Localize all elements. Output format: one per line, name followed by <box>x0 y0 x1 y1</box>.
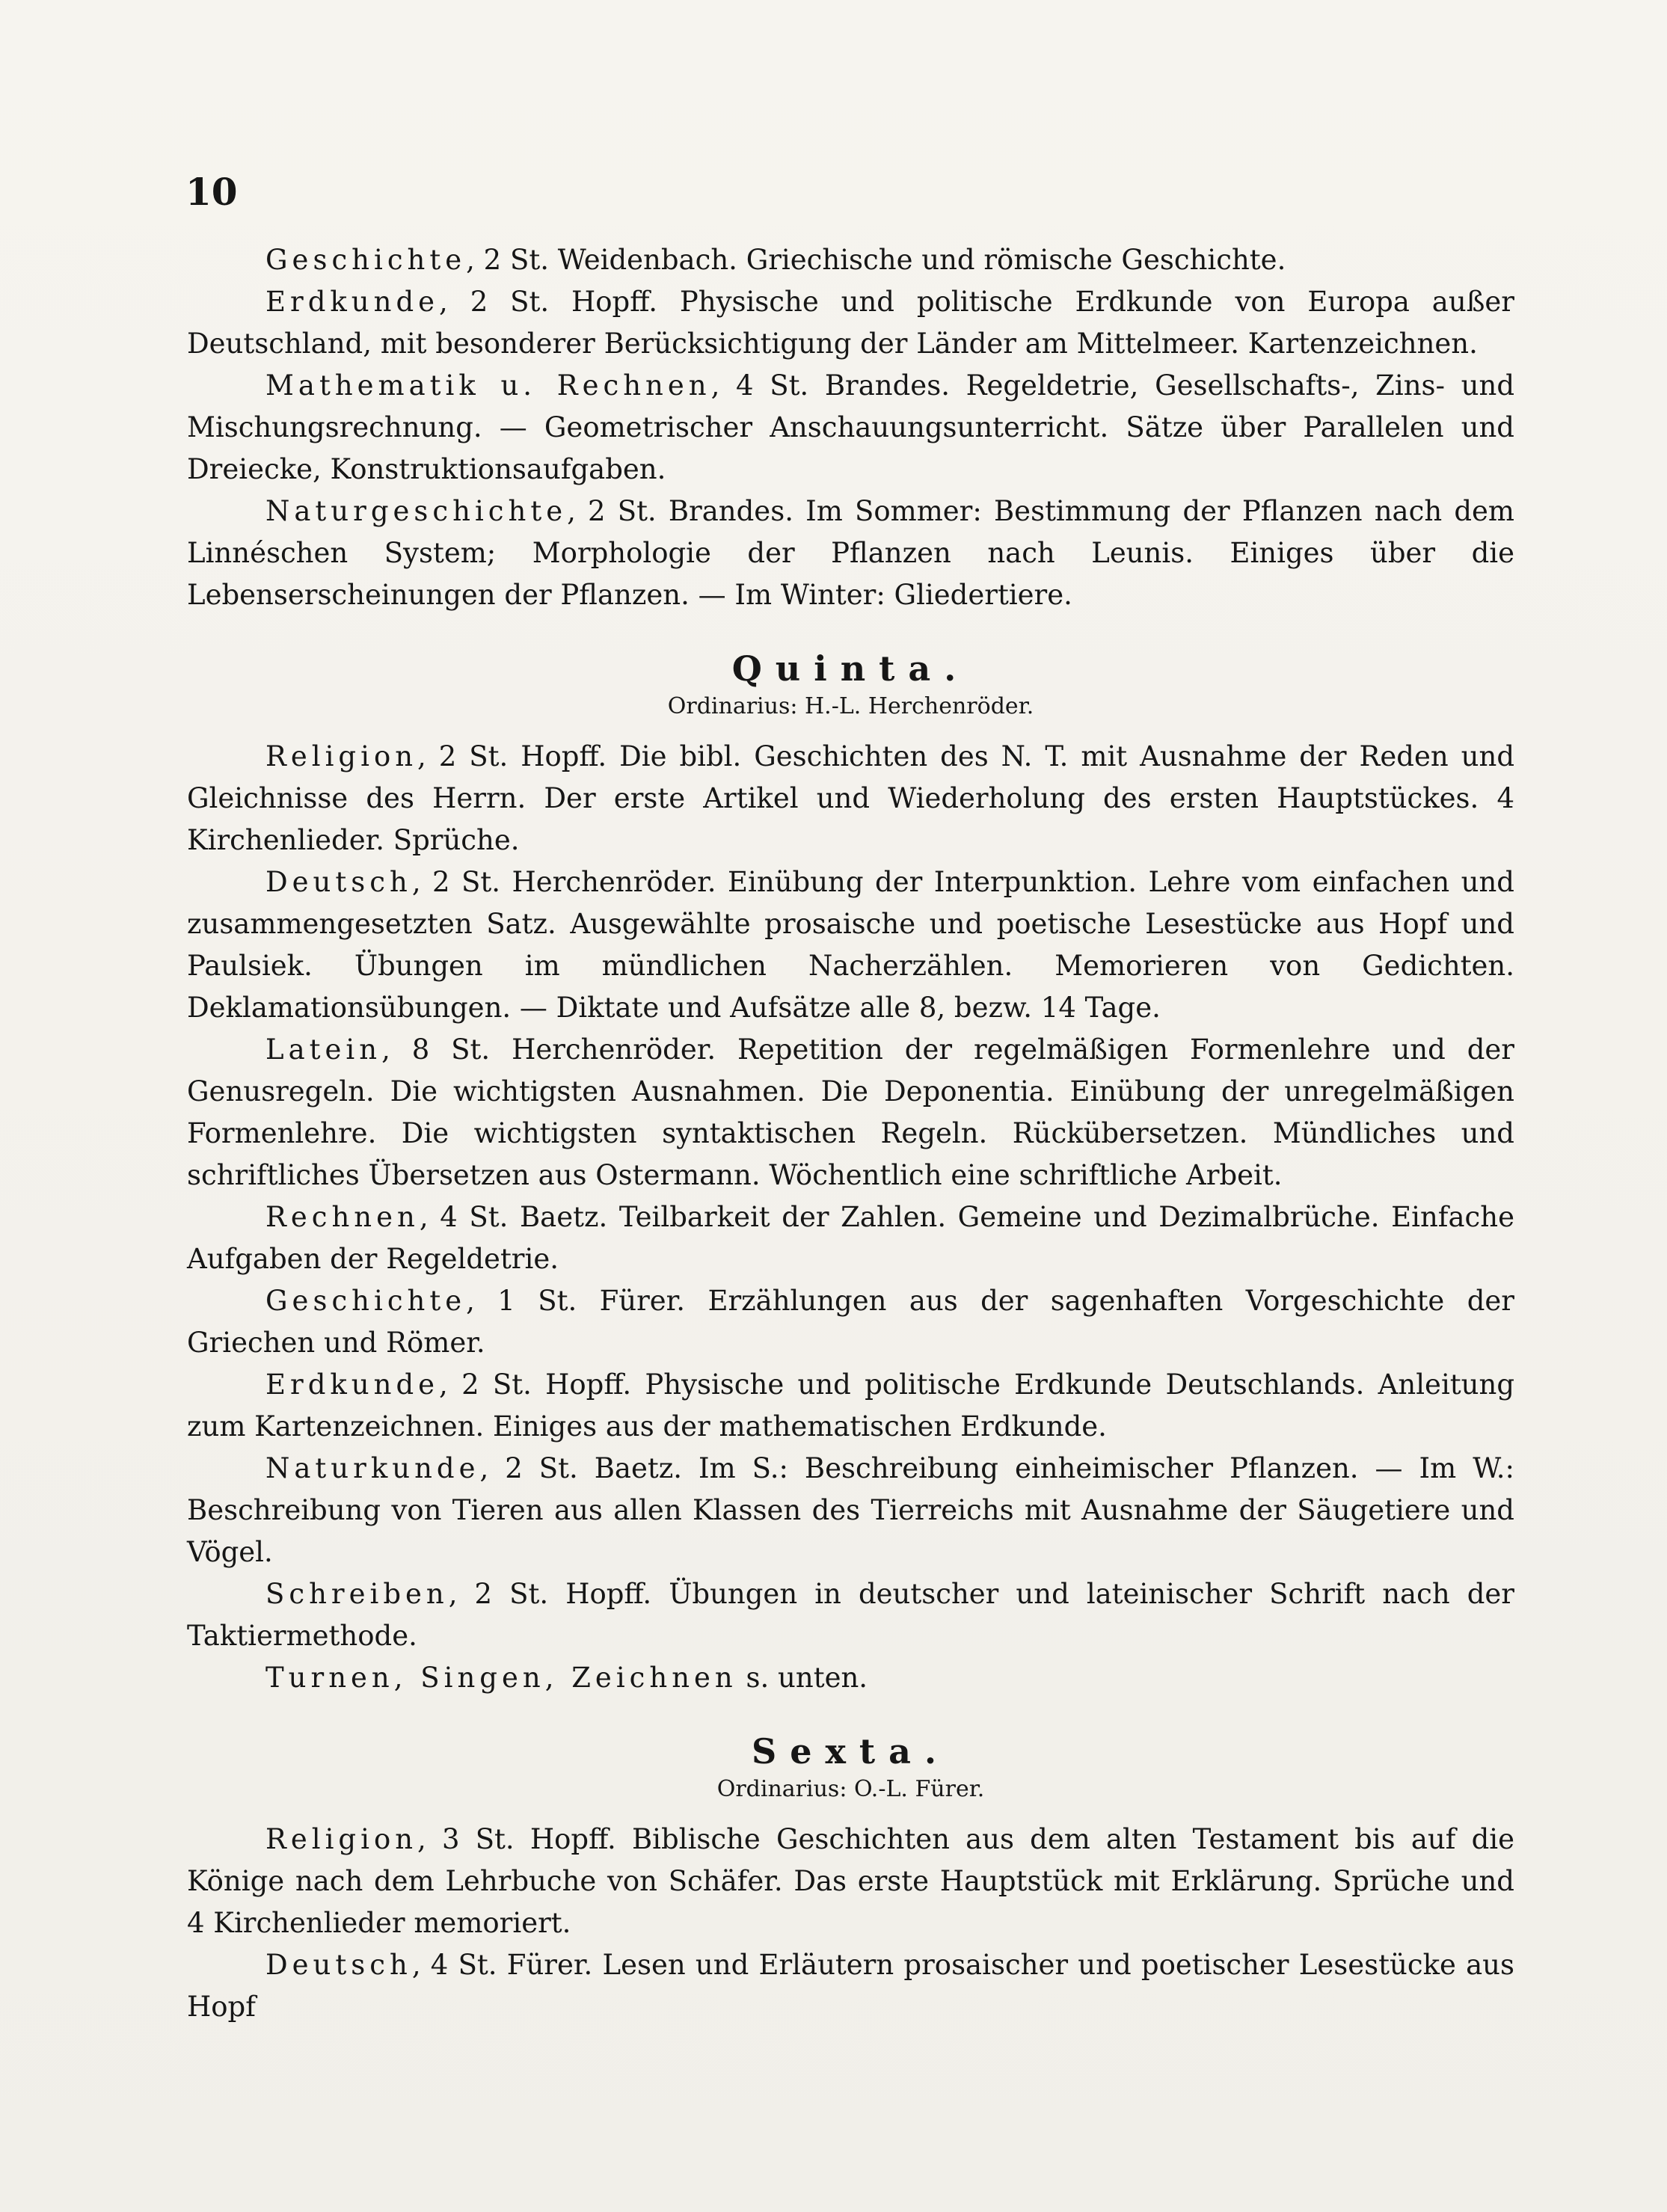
subject-label: Turnen, Singen, Zeichnen <box>265 1662 737 1694</box>
subject-label: Rechnen <box>265 1201 420 1233</box>
subject-label: Deutsch <box>265 866 412 898</box>
paragraph-mathematik <box>187 365 1514 491</box>
paragraph-schreiben <box>187 1573 1514 1657</box>
paragraph-religion <box>187 736 1514 861</box>
subject-label: Latein <box>265 1033 382 1066</box>
section-title-quinta: Quinta. <box>731 648 970 689</box>
subject-label: Naturkunde <box>265 1452 480 1484</box>
ordinarius-sexta: Ordinarius: O.-L. Fürer. <box>716 1776 985 1802</box>
subject-label: Geschichte <box>265 1285 467 1317</box>
paragraph-geschichte <box>187 1280 1514 1364</box>
paragraph-text: , 4 St. Brandes. Regeldetrie, Gesellschafts-, Zins- und Mischungsrechnung. — Geometrischer Anschauungsunterricht. Sätze über Parallelen und Dreiecke, Konstruktionsaufgaben. <box>187 369 1515 485</box>
paragraph-text: , 2 St. Weidenbach. Griechische und römische Geschichte. <box>466 244 1286 276</box>
subject-label: Schreiben <box>265 1578 449 1610</box>
paragraph-turnen-singen-zeichnen <box>187 1657 1514 1699</box>
paragraph-naturkunde <box>187 1448 1514 1573</box>
paragraph-geschichte <box>187 239 1514 281</box>
paragraph-text: , 8 St. Herchenröder. Repetition der regelmäßigen Formenlehre und der Genusregeln. Die wichtigsten Ausnahmen. Die Deponentia. Einübung der unregelmäßigen Formenlehre. Die wichtigsten syntaktischen Regeln. Rückübersetzen. Mündliches und schriftliches Übersetzen aus Ostermann. Wöchentlich eine schriftliche Arbeit. <box>187 1033 1514 1191</box>
paragraph-text: , 2 St. Hopff. Physische und politische Erdkunde von Europa außer Deutschland, mit besonderer Berücksichtigung der Länder am Mittelmeer. Kartenzeichnen. <box>187 286 1514 360</box>
subject-label: Deutsch <box>265 1949 412 1981</box>
subject-label: Geschichte <box>265 244 467 276</box>
subject-label: Erdkunde <box>265 1368 440 1401</box>
paragraph-text: , 2 St. Hopff. Die bibl. Geschichten des N. T. mit Ausnahme der Reden und Gleichnisse des Herrn. Der erste Artikel und Wiederholung des ersten Hauptstückes. 4 Kirchenlieder. Sprüche. <box>187 740 1514 856</box>
subject-label: Erdkunde <box>265 286 440 318</box>
paragraph-naturgeschichte <box>187 491 1514 616</box>
paragraph-deutsch <box>187 1944 1514 2028</box>
paragraph-text: , 2 St. Brandes. Im Sommer: Bestimmung der Pflanzen nach dem Linnéschen System; Morphologie der Pflanzen nach Leunis. Einiges über die Lebenserscheinungen der Pflanzen. — Im Winter: Gliedertiere. <box>187 495 1514 611</box>
subject-label: Mathematik u. Rechnen <box>265 369 711 402</box>
paragraph-text: , 1 St. Fürer. Erzählungen aus der sagenhaften Vorgeschichte der Griechen und Römer. <box>187 1285 1514 1359</box>
paragraph-text: , 2 St. Herchenröder. Einübung der Interpunktion. Lehre vom einfachen und zusammengesetzten Satz. Ausgewählte prosaische und poetische Lesestücke aus Hopf und Paulsiek. Übungen im mündlichen Nacherzählen. Memorieren von Gedichten. Deklamationsübungen. — Diktate und Aufsätze alle 8, bezw. 14 Tage. <box>187 866 1514 1024</box>
subject-label: Religion <box>265 740 418 772</box>
paragraph-text: s. unten. <box>737 1662 868 1694</box>
paragraph-text: , 4 St. Baetz. Teilbarkeit der Zahlen. Gemeine und Dezimalbrüche. Einfache Aufgaben der Regeldetrie. <box>187 1201 1514 1275</box>
ordinarius-quinta: Ordinarius: H.-L. Herchenröder. <box>667 693 1034 719</box>
paragraph-religion <box>187 1819 1514 1944</box>
section-title-sexta: Sexta. <box>752 1731 950 1772</box>
paragraph-latein <box>187 1029 1514 1196</box>
paragraph-text: , 2 St. Baetz. Im S.: Beschreibung einheimischer Pflanzen. — Im W.: Beschreibung von Tieren aus allen Klassen des Tierreichs mit Ausnahme der Säugetiere und Vögel. <box>187 1452 1514 1568</box>
subject-label: Naturgeschichte <box>265 495 568 527</box>
paragraph-erdkunde <box>187 1364 1514 1448</box>
paragraph-text: , 2 St. Hopff. Übungen in deutscher und lateinischer Schrift nach der Taktiermethode. <box>187 1578 1514 1652</box>
page-number: 10 <box>185 170 238 214</box>
paragraph-deutsch <box>187 861 1514 1029</box>
paragraph-text: , 4 St. Fürer. Lesen und Erläutern prosaischer und poetischer Lesestücke aus Hopf <box>187 1949 1514 2023</box>
paragraph-text: , 3 St. Hopff. Biblische Geschichten aus dem alten Testament bis auf die Könige nach dem Lehrbuche von Schäfer. Das erste Hauptstück mit Erklärung. Sprüche und 4 Kirchenlieder memoriert. <box>187 1823 1514 1939</box>
subject-label: Religion <box>265 1823 418 1855</box>
page-content <box>187 239 1514 2028</box>
paragraph-rechnen <box>187 1196 1514 1280</box>
paragraph-erdkunde <box>187 281 1514 365</box>
paragraph-text: , 2 St. Hopff. Physische und politische Erdkunde Deutschlands. Anleitung zum Kartenzeichnen. Einiges aus der mathematischen Erdkunde. <box>187 1368 1514 1443</box>
